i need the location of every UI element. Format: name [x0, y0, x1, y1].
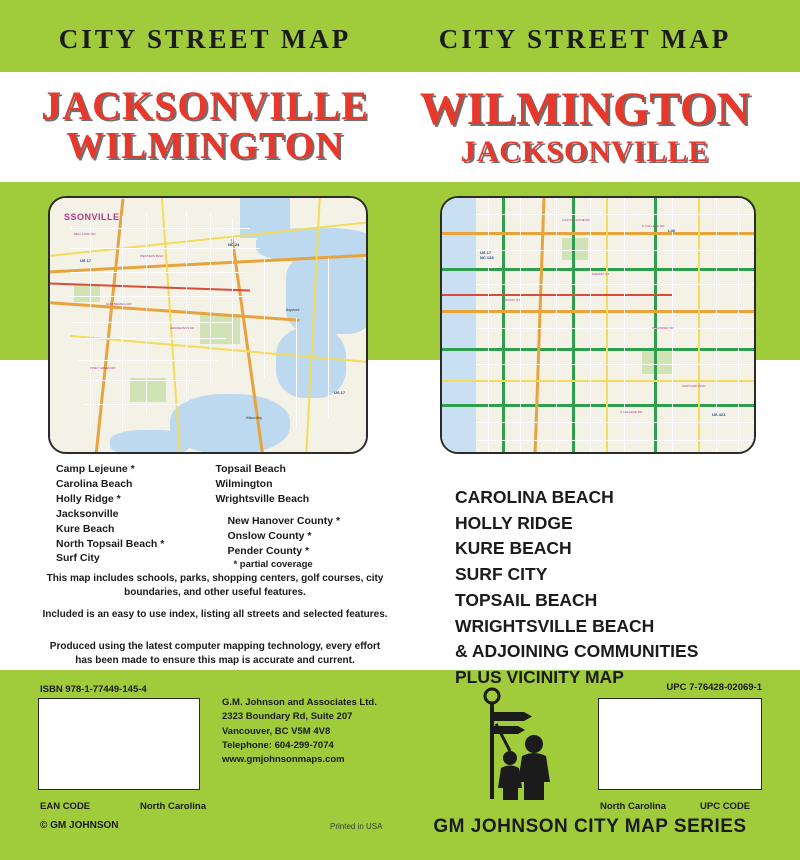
isbn-label: ISBN 978-1-77449-145-4 [40, 684, 147, 695]
coverage-column-2 [215, 462, 385, 572]
list-item: North Topsail Beach * [56, 537, 165, 550]
upc-code-caption: UPC CODE [700, 801, 751, 812]
list-item: Wrightsville Beach [215, 492, 310, 505]
right-title-sub: JACKSONVILLE [460, 134, 710, 168]
left-map-city-label: SSONVILLE [64, 212, 120, 222]
list-item: SURF CITY [455, 564, 548, 585]
upc-number-label: UPC 7-76428-02069-1 [666, 682, 762, 693]
index-paragraph: Included is an easy to use index, listing all streets and selected features. [42, 609, 388, 620]
list-item: PLUS VICINITY MAP [455, 667, 624, 688]
map-canvas-right: CASTLE HAYNE RD N COLLEGE RD MARKET ST DAWSON ST OLEANDER DR SHIPYARD BLVD S COLLEGE RD US 17 NC 133 I-40 US 421 [442, 198, 754, 452]
signpost-family-logo-icon [448, 686, 568, 806]
list-item: Pender County * [227, 544, 310, 557]
upc-state-label: North Carolina [600, 801, 666, 812]
list-item: New Hanover County * [227, 514, 341, 527]
copyright-label: © GM JOHNSON [40, 820, 119, 831]
list-item: HOLLY RIDGE [455, 512, 573, 533]
ean-barcode-box [38, 698, 200, 790]
left-title-block [30, 83, 380, 167]
list-item: Wilmington [215, 477, 273, 490]
list-item: & ADJOINING COMMUNITIES [455, 641, 699, 662]
list-item: Topsail Beach [215, 463, 286, 475]
publisher-website[interactable]: www.gmjohnsonmaps.com [222, 754, 345, 765]
right-title-main: WILMINGTON [419, 83, 751, 135]
map-canvas-left: BELL FORK RD WESTERN BLVD GUM BRANCH RD HENDERSON DR PINEY GREEN RD Bayshore Wilson Bay US 17 NC 24 US 17 SSONVILLE [50, 198, 366, 452]
jacksonville-map-thumbnail [48, 196, 368, 454]
list-item: Kure Beach [56, 522, 115, 535]
publisher-name: G.M. Johnson and Associates Ltd. [222, 697, 377, 708]
right-header-title: CITY STREET MAP [438, 24, 732, 54]
list-item: Camp Lejeune * [56, 463, 135, 475]
list-item: TOPSAIL BEACH [455, 589, 598, 610]
coverage-column-1 [56, 462, 211, 566]
list-item: Carolina Beach [56, 477, 133, 490]
accuracy-paragraph: Produced using the latest computer mapping technology, every effort has been made to ensure this map is accurate and current. [49, 641, 381, 666]
left-title-main: JACKSONVILLE [41, 83, 369, 128]
list-item: CAROLINA BEACH [455, 487, 614, 507]
partial-coverage-note: * partial coverage [233, 559, 313, 571]
upc-barcode-box [598, 698, 762, 790]
left-title-sub: WILMINGTON [66, 124, 344, 167]
list-item: Onslow County * [227, 529, 312, 542]
list-item: Surf City [56, 552, 100, 565]
right-title-block [400, 83, 770, 168]
series-footer-title: GM JOHNSON CITY MAP SERIES [433, 816, 747, 837]
left-header-title: CITY STREET MAP [58, 24, 352, 54]
printed-in-label: Printed in USA [330, 822, 383, 831]
ean-code-caption: EAN CODE [40, 801, 91, 812]
publisher-address-2: Vancouver, BC V5M 4V8 [222, 725, 331, 737]
publisher-block [222, 696, 412, 767]
list-item: Holly Ridge * [56, 492, 121, 505]
list-item: WRIGHTSVILLE BEACH [455, 615, 655, 636]
wilmington-map-thumbnail [440, 196, 756, 454]
features-paragraph: This map includes schools, parks, shopping centers, golf courses, city boundaries, and other useful features. [46, 573, 384, 598]
publisher-address-1: 2323 Boundary Rd, Suite 207 [222, 711, 353, 723]
publisher-phone: Telephone: 604-299-7074 [222, 739, 334, 751]
ean-state-label: North Carolina [140, 801, 206, 812]
left-coverage-lists [56, 462, 386, 572]
right-coverage-list [455, 485, 775, 691]
list-item: Jacksonville [56, 507, 119, 520]
list-item: KURE BEACH [455, 538, 572, 559]
